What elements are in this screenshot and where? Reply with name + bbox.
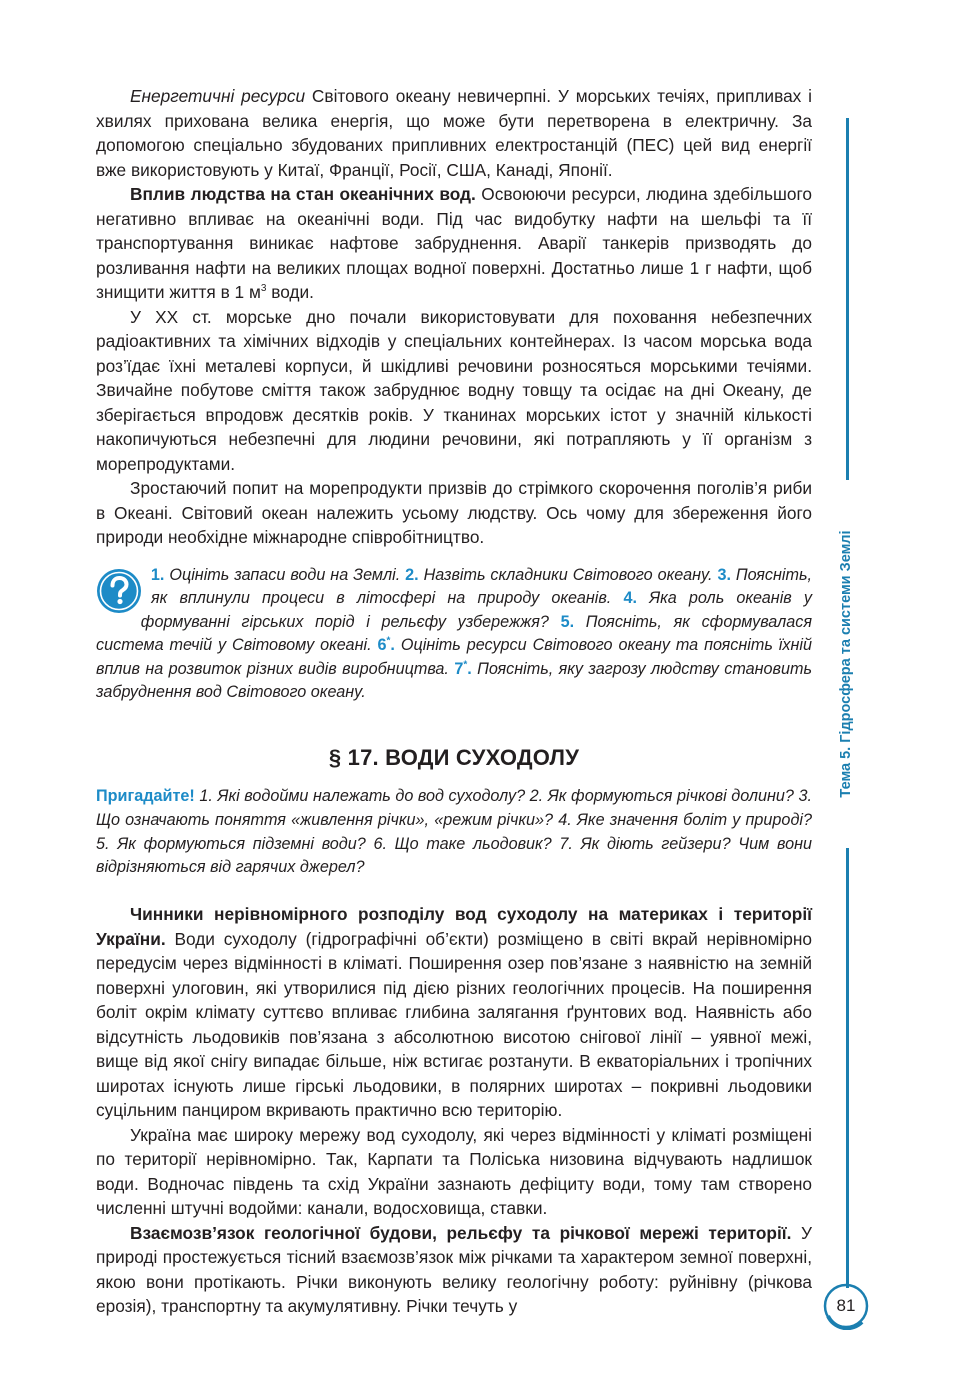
page-number: 81 [822, 1282, 870, 1330]
paragraph-energy: Енергетичні ресурси Світового океану невичерпні. У морських течіях, припливах і хвилях прихована велика енергія, що може бути перетворена в електричну. За допомогою спеціально збудованих припливних електростанцій (ПЕС) цей вид енергії вже використовують у Китаї, Франції, Росії, США, Канаді, Японії. [96, 86, 812, 180]
question-mark-icon [96, 568, 142, 614]
question-5: 5. Поясніть, як сформувалася система течій у Світовому океані. [96, 612, 812, 655]
question-7: 7*. Поясніть, яку загрозу людству становить забруднення вод Світового океану. [96, 659, 812, 702]
side-rule-bottom [846, 848, 849, 1288]
side-rule-top [846, 118, 849, 480]
paragraph-uneven-distribution: Чинники нерівномірного розподілу вод суходолу на материках і території України. Води суходолу (гідрографічні об’єкти) розміщено в світі вкрай нерівномірно передусім через відмінності в кліматі. Поширення озер пов’язане з наявністю на земній поверхні улоговин, які утворилися під дією різних геологічних процесів. На поширення боліт окрім клімату суттєво впливає глибина залягання ґрунтових вод. Наявність або відсутність льодовиків пов’язана з абсолютною висотою снігової лінії – уявної межі, вище від якої снігу випадає більше, ніж встигає розтанути. В екваторіальних і тропічних широтах існують лише гірські льодовики, в полярних широтах – покривні льодовики суцільним панциром вкривають практично всю територію. [96, 904, 812, 1121]
question-3: 3. Поясніть, як вплинули процеси в літосфері на природу океанів. [151, 565, 812, 608]
questions-block [96, 564, 812, 706]
question-2: 2. Назвіть складники Світового океану. [405, 565, 718, 584]
paragraph-ukraine-waters: Україна має широку мережу вод суходолу, які через відмінності у кліматі розміщені по території нерівномірно. Так, Карпати та Поліська низовина відчувають надлишок води. Водночас південь та схід України зазнають дефіциту води, тому там створено численні штучні водойми: канали, водосховища, ставки. [96, 1124, 812, 1219]
page-content [96, 84, 812, 1319]
paragraph-seabed: У ХХ ст. морське дно почали використовувати для поховання небезпечних радіоактивних та хімічних відходів у спеціальних контейнерах. Із часом морська вода роз’їдає їхні металеві корпуси, й шкідливі речовини розносяться морськими течіями. Звичайне побутове сміття також забруднює водну товщу та осідає на дні Океану, де зберігається впродовж десятків років. У тканинах морських істот у значній кількості накопичуються небезпечні для людини речовини, які потрапляють у її організм з морепродуктами. [96, 306, 812, 474]
question-1: 1. Оцініть запаси води на Землі. [150, 565, 406, 584]
paragraph-human-impact: Вплив людства на стан океанічних вод. Освоюючи ресурси, людина здебільшого негативно впливає на океанічні води. Під час видобутку нафти на шельфі та її транспортування виникає нафтове забруднення. Аварії танкерів призводять до розливання нафти на великих площах водної поверхні. Достатньо лише 1 г нафти, щоб знищити життя в 1 $м^3$ води. [96, 184, 812, 302]
paragraph-demand: Зростаючий попит на морепродукти призвів до стрімкого скорочення поголів’я риби в Океані. Світовий океан належить усьому людству. Ось чому для збереження його природи необхідне міжнародне співробітництво. [96, 478, 812, 547]
question-4: 4. Яка роль океанів у формуванні гірських порід і рельєфу узбережжя? [140, 589, 812, 631]
question-6: 6*. Оцініть ресурси Світового океану та поясніть їхній вплив на розвиток різних видів виробництва. [96, 635, 812, 678]
section-title: § 17. ВОДИ СУХОДОЛУ [328, 745, 580, 771]
spacer [96, 880, 812, 902]
paragraph-geology-relief: Взаємозв’язок геологічної будови, рельєфу та річкової мережі території. У природі простежується тісний взаємозв’язок між річками та характером земної поверхні, якою вони протікають. Річки виконують велику геологічну роботу: руйнівну (річкова ерозія), транспортну та акумулятивну. Річки течуть у [96, 1222, 813, 1317]
recall-block: Пригадайте! 1. Які водойми належать до вод суходолу? 2. Як формуються річкові долини? 3. Що означають поняття «живлення річки», «режим річки»? 4. Яке значення боліт у природі? 5. Як формуються підземні води? 6. Що таке льодовик? 7. Як діють гейзери? Чим вони відрізняються від гарячих джерел? [96, 787, 812, 877]
